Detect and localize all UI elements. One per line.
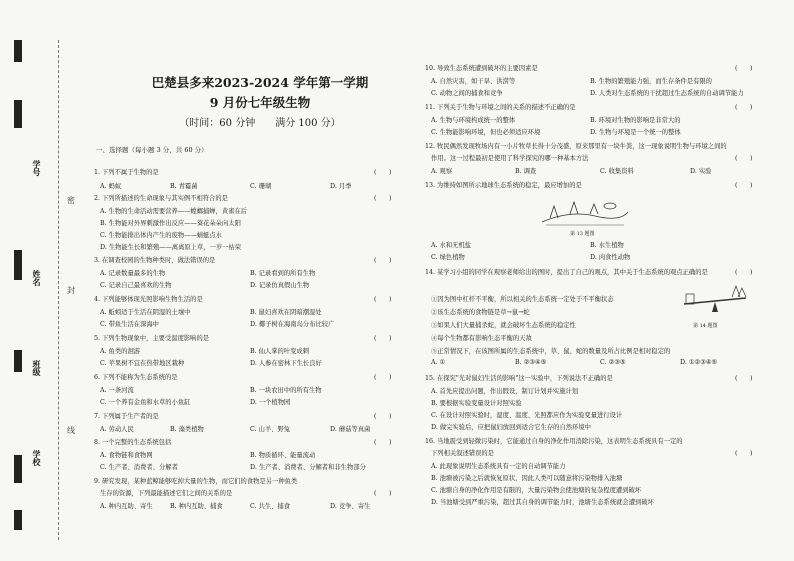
left-column	[90, 0, 410, 561]
option: C. 苹果树不宜在热带地区栽种	[100, 360, 185, 367]
option: A. 生物与环境构成统一的整体	[431, 117, 516, 124]
option: B. 物质循环、能量流动	[250, 452, 316, 459]
figure-caption: 第 14 题图	[693, 323, 718, 329]
question-stem-cont: 作用。这一过程最初是使用了科学探究的哪一种基本方法	[431, 155, 589, 162]
answer-blank[interactable]: ( )	[735, 65, 753, 72]
option: C. 生产者、消费者、分解者	[100, 464, 178, 471]
question-stem: 1. 下列不属于生物的是	[94, 169, 159, 176]
option: A. 劳动人民	[100, 426, 134, 433]
statement: ④每个生物都有影响生态平衡的天敌	[431, 335, 532, 342]
statement: ②该生态系统的食物链是草→鼠→蛇	[431, 309, 530, 316]
option: A. 自然灾害，如干旱、洪涝等	[431, 78, 516, 85]
option: B. 青霉菌	[170, 183, 198, 190]
option: B. 生物的繁殖能力强，而生存条件是有限的	[590, 78, 712, 85]
question-stem: 16. 当地震受到轻微污染时，它能通过自身的净化作用消除污染，这表明生态系统具有一定的	[425, 438, 683, 445]
option: C. 生物能影响环境，但也必须适应环境	[431, 129, 541, 136]
option: D. 生物能生长和繁殖——离离原上草，一岁一枯荣	[100, 244, 242, 251]
option: B. 仙人掌的叶变成刺	[250, 348, 310, 355]
option: D. 实验	[690, 168, 712, 175]
option: A. 食物链和食物网	[100, 452, 153, 459]
question-stem: 11. 下列关于生物与环境之间的关系的描述不正确的是	[425, 104, 576, 111]
option: A. 蚯蚓适于生活在阴湿的土壤中	[100, 309, 191, 316]
option: D. 做完实验后，应把鼠妇放回到适合它生存的自然环境中	[431, 424, 591, 431]
answer-blank[interactable]: ( )	[735, 104, 753, 111]
question-stem: 12. 牧民偶然发现牧场内有一小片牧草长得十分茂盛，原来那里有一块牛粪，这一现象说明生物与环境之间的	[425, 143, 727, 150]
name-label: 姓名	[32, 270, 42, 286]
option: D. 生物与环境是一个统一的整体	[590, 129, 681, 136]
question-stem: 5. 下列生物现象中，主要受温度影响的是	[94, 335, 210, 342]
statement: ⑤正常情况下，在该图所属的生态系统中，草、鼠、蛇的数量及所占比例是相对稳定的	[431, 348, 671, 355]
option: D. ①②③④⑤	[680, 359, 718, 366]
question-stem-cont: 生存的资源，下列最能描述它们之间的关系的是	[100, 490, 233, 497]
margin-bar	[14, 350, 22, 372]
answer-blank[interactable]: ( )	[735, 182, 753, 189]
option: A. 水和无机盐	[431, 242, 472, 249]
question-stem: 8. 一个完整的生态系统包括	[94, 439, 172, 446]
option: A. ①	[431, 359, 446, 366]
option: D. 生产者、消费者、分解者和非生物部分	[250, 464, 366, 471]
statement: ①因为图中杠杆不平衡，所以相关的生态系统一定处于不平衡状态	[431, 296, 614, 303]
option: D. 人类对生态系统的干扰超过生态系统的自动调节能力	[590, 90, 744, 97]
question-stem: 4. 下列能够体现光照影响生物生活的是	[94, 296, 203, 303]
option: C. 一个养有金鱼和水草的小鱼缸	[100, 399, 191, 406]
question-stem-cont: 下列相关叙述错误的是	[431, 450, 494, 457]
option: D. 竞争、寄生	[330, 503, 371, 510]
binding-margin	[0, 0, 75, 561]
balance-figure	[680, 282, 750, 318]
class-label: 班级	[32, 360, 42, 376]
seal-word: 密	[67, 196, 75, 205]
seal-word: 封	[67, 286, 75, 295]
margin-bar	[14, 250, 22, 280]
margin-bar	[14, 40, 22, 62]
exam-info: （时间：60 分钟 满分 100 分）	[179, 118, 341, 129]
section-heading: 一、选择题（每小题 3 分，共 60 分）	[96, 146, 208, 154]
question-stem: 3. 在调查校园的生物种类时，做法错误的是	[94, 257, 216, 264]
option: B. 生物能对外界刺激作出反应——葵花朵朵向太阳	[100, 220, 241, 227]
answer-blank[interactable]: ( )	[374, 195, 392, 202]
question-stem: 13. 为维持如图所示地球生态系统的稳定，最应增加的是	[425, 182, 582, 189]
option: C. 生物能排出体内产生的废物——蜻蜓点水	[100, 232, 222, 239]
margin-bar	[14, 455, 22, 483]
answer-blank[interactable]: ( )	[735, 269, 753, 276]
option: A. 记录数量最多的生物	[100, 270, 166, 277]
option: D. 人参在密林下生长良好	[250, 360, 322, 367]
answer-blank[interactable]: ( )	[735, 375, 753, 382]
answer-blank[interactable]: ( )	[374, 257, 392, 264]
question-stem: 10. 导致生态系统遭到破坏的主要因素是	[425, 65, 538, 72]
right-column	[425, 0, 775, 561]
option: A. 首先应提出问题，作出假设，制订计划并实施计划	[431, 388, 579, 395]
exam-subtitle: 9 月份七年级生物	[209, 95, 311, 110]
option: C. 动物之间的捕食和竞争	[431, 90, 503, 97]
answer-blank[interactable]: ( )	[735, 450, 753, 457]
answer-blank[interactable]: ( )	[374, 335, 392, 342]
figure-caption: 第 13 题图	[570, 231, 595, 237]
option: B. 环境对生物的影响是非常大的	[590, 117, 681, 124]
option: C. 珊瑚	[250, 183, 272, 190]
option: B. 记录看到的所有生物	[250, 270, 316, 277]
option: C. 共生、捕食	[250, 503, 291, 510]
statement: ③如果人们大量捕杀蛇，就会破坏生态系统的稳定性	[431, 322, 576, 329]
option: C. 带鱼生活在深海中	[100, 321, 159, 328]
option: B. 调查	[515, 168, 537, 175]
option: C. 收集资料	[600, 168, 634, 175]
option: C. ②③⑤	[600, 359, 626, 366]
student-id-label: 学号	[32, 160, 42, 176]
option: B. 池塘被污染之后就恢复原状，因此人类可以随意将污染物排入池塘	[431, 475, 623, 482]
option: D. 一个植物园	[250, 399, 291, 406]
question-stem: 7. 下列属于生产者的是	[94, 413, 159, 420]
margin-bar	[14, 510, 22, 530]
option: A. 生物的生命活动需要营养——螳螂捕蝉，黄雀在后	[100, 208, 248, 215]
option: D. 蘑菇等真菌	[330, 426, 371, 433]
option: C. 山羊、野兔	[250, 426, 291, 433]
option: A. 鱼类的洄游	[100, 348, 141, 355]
option: A. 种内互助、寄生	[100, 503, 153, 510]
option: A. 蚂蚁	[100, 183, 122, 190]
answer-blank[interactable]: ( )	[374, 374, 392, 381]
seal-word: 线	[67, 426, 75, 435]
option: B. 一块农田中的所有生物	[250, 387, 322, 394]
question-stem: 14. 某学习小组的同学在观察老师给出的图时，提出了自己的观点，其中关于生态系统的观点正确的是	[425, 269, 708, 276]
option: B. 种内互助、捕食	[170, 503, 223, 510]
seal-line	[58, 40, 59, 540]
option: B. 要根据实验变量设计对照实验	[431, 400, 522, 407]
option: B. 鼠妇喜欢在阴暗潮湿处	[250, 309, 322, 316]
option: D. 肉食性动物	[590, 254, 631, 261]
option: B. ②③④⑤	[515, 359, 547, 366]
option: B. 水生植物	[590, 242, 624, 249]
option: A. 此现象说明生态系统具有一定的自动调节能力	[431, 463, 566, 470]
option: D. 记录仿真假山生物	[250, 282, 310, 289]
option: D. 当池塘受到严重污染，超过其自身的调节能力时，池塘生态系统就会遭到破坏	[431, 499, 654, 506]
answer-blank[interactable]: ( )	[374, 413, 392, 420]
answer-blank[interactable]: ( )	[374, 296, 392, 303]
exam-title: 巴楚县多来2023-2024 学年第一学期	[151, 75, 369, 90]
option: C. 记录自己最喜欢的生物	[100, 282, 172, 289]
answer-blank[interactable]: ( )	[735, 155, 753, 162]
answer-blank[interactable]: ( )	[374, 169, 392, 176]
option: D. 椰子树在海南岛分布比较广	[250, 321, 335, 328]
option: C. 在设计对照实验时，湿度、温度、光照都应作为实验变量进行设计	[431, 412, 623, 419]
option: A. 观察	[431, 168, 453, 175]
option: A. 一条河流	[100, 387, 134, 394]
option: B. 藻类植物	[170, 426, 204, 433]
answer-blank[interactable]: ( )	[374, 439, 392, 446]
question-stem: 9. 研究发现，某种蓝鲸能够吃掉大量的生物，而它们的食物是另一种鱼类	[94, 478, 298, 485]
option: C. 池塘自身的净化作用是有限的，大量污染物会使池塘的复杂程度遭到破坏	[431, 487, 642, 494]
question-stem: 6. 下列不能称为生态系统的是	[94, 374, 178, 381]
margin-bar	[14, 100, 22, 128]
question-stem: 15. 在探究"光对鼠妇生活的影响"这一实验中，下列说法不正确的是	[425, 375, 613, 382]
answer-blank[interactable]: ( )	[374, 490, 392, 497]
option: D. 月季	[330, 183, 352, 190]
ecosystem-figure	[540, 192, 630, 228]
question-stem: 2. 下列所描述的生命现象与其实例不相符合的是	[94, 195, 228, 202]
option: C. 绿色植物	[431, 254, 465, 261]
school-label: 学校	[32, 450, 42, 466]
